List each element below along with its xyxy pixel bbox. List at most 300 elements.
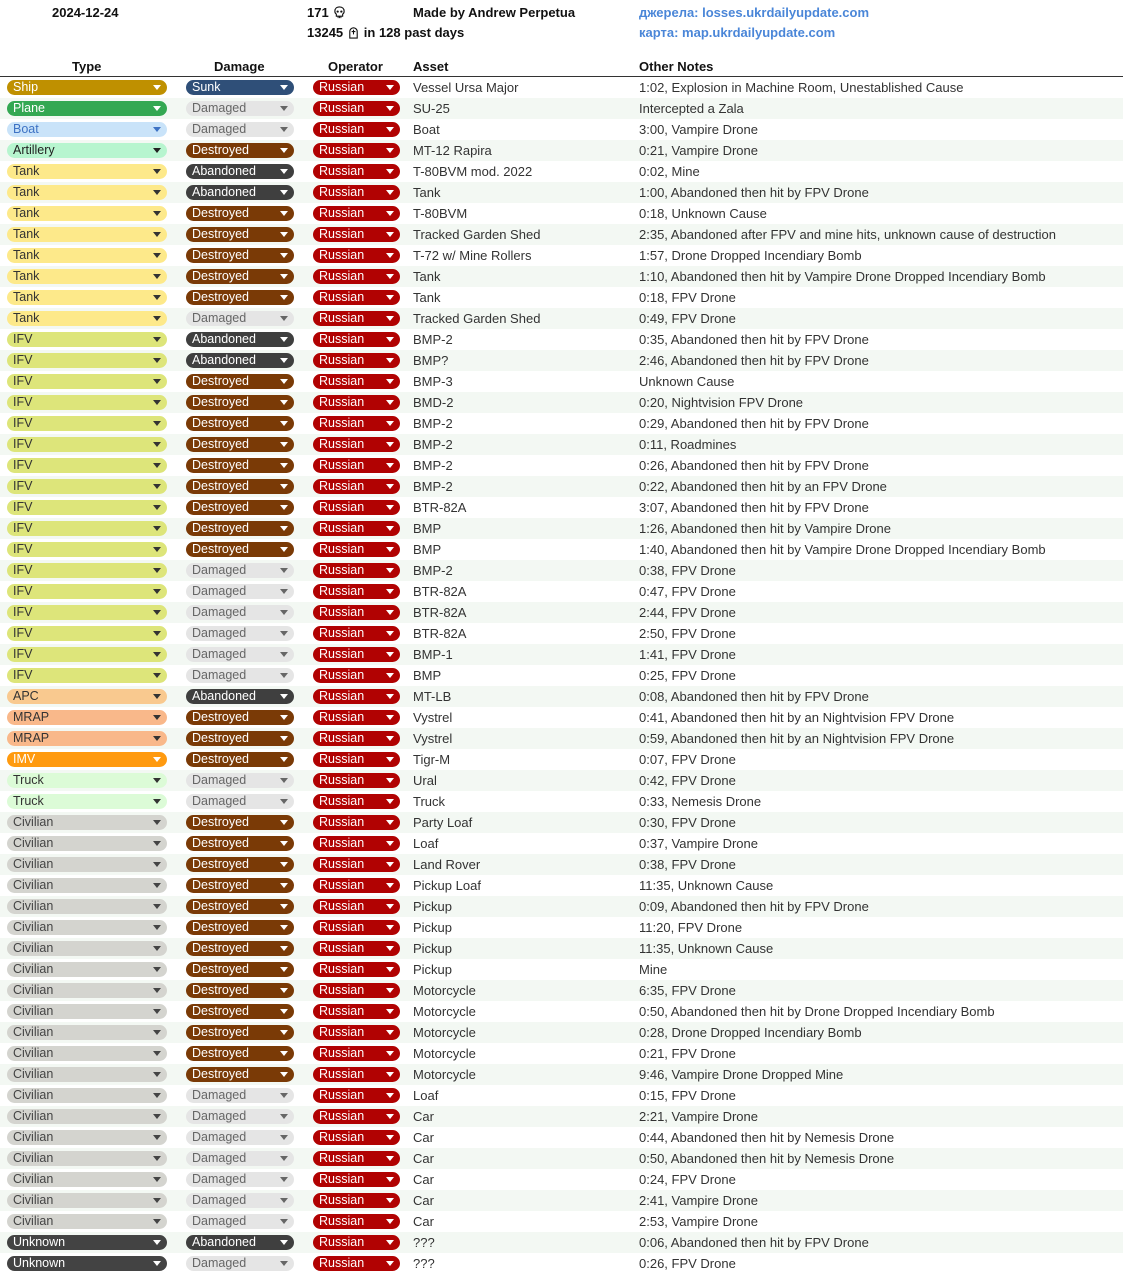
type-dropdown[interactable]	[7, 311, 167, 326]
damage-dropdown[interactable]	[186, 1025, 294, 1040]
caret-down-icon	[153, 673, 161, 678]
notes-cell: 0:07, FPV Drone	[639, 752, 736, 767]
operator-dropdown[interactable]	[313, 668, 400, 683]
notes-cell: 0:11, Roadmines	[639, 437, 737, 452]
type-dropdown-label: Boat	[13, 122, 39, 136]
operator-dropdown[interactable]	[313, 206, 400, 221]
notes-cell: 2:21, Vampire Drone	[639, 1109, 758, 1124]
caret-down-icon	[280, 652, 288, 657]
operator-dropdown[interactable]	[313, 731, 400, 746]
type-dropdown[interactable]	[7, 878, 167, 893]
caret-down-icon	[153, 1156, 161, 1161]
damage-dropdown-label: Sunk	[192, 80, 221, 94]
operator-dropdown-label: Russian	[319, 1193, 365, 1207]
damage-dropdown-label: Damaged	[192, 1214, 247, 1228]
caret-down-icon	[386, 379, 394, 384]
caret-down-icon	[153, 85, 161, 90]
type-dropdown[interactable]	[7, 122, 167, 137]
table-row	[0, 833, 1123, 854]
damage-dropdown[interactable]	[186, 80, 294, 95]
type-dropdown-label: IFV	[13, 584, 33, 598]
caret-down-icon	[280, 841, 288, 846]
col-header-operator[interactable]: Operator	[328, 59, 383, 74]
operator-dropdown[interactable]	[313, 920, 400, 935]
operator-dropdown[interactable]	[313, 122, 400, 137]
damage-dropdown[interactable]	[186, 185, 294, 200]
operator-dropdown[interactable]	[313, 227, 400, 242]
type-dropdown[interactable]	[7, 689, 167, 704]
damage-dropdown-label: Destroyed	[192, 920, 249, 934]
asset-cell: BMP-1	[413, 647, 453, 662]
table-row	[0, 644, 1123, 665]
daily-count	[307, 5, 346, 20]
type-dropdown[interactable]	[7, 395, 167, 410]
operator-dropdown[interactable]	[313, 1193, 400, 1208]
type-dropdown[interactable]	[7, 290, 167, 305]
caret-down-icon	[386, 820, 394, 825]
damage-dropdown[interactable]	[186, 1046, 294, 1061]
operator-dropdown[interactable]	[313, 479, 400, 494]
type-dropdown[interactable]	[7, 332, 167, 347]
operator-dropdown[interactable]	[313, 1235, 400, 1250]
operator-dropdown[interactable]	[313, 983, 400, 998]
type-dropdown[interactable]	[7, 1025, 167, 1040]
damage-dropdown[interactable]	[186, 731, 294, 746]
damage-dropdown[interactable]	[186, 521, 294, 536]
type-dropdown[interactable]	[7, 836, 167, 851]
operator-dropdown[interactable]	[313, 395, 400, 410]
operator-dropdown[interactable]	[313, 332, 400, 347]
damage-dropdown[interactable]	[186, 1214, 294, 1229]
operator-dropdown-label: Russian	[319, 1004, 365, 1018]
caret-down-icon	[280, 316, 288, 321]
notes-cell: 2:46, Abandoned then hit by FPV Drone	[639, 353, 869, 368]
operator-dropdown[interactable]	[313, 941, 400, 956]
operator-dropdown[interactable]	[313, 626, 400, 641]
operator-dropdown[interactable]	[313, 836, 400, 851]
type-dropdown-label: Ship	[13, 80, 39, 94]
map-link[interactable]: карта: map.ukrdailyupdate.com	[639, 25, 836, 40]
operator-dropdown[interactable]	[313, 899, 400, 914]
damage-dropdown-label: Damaged	[192, 626, 247, 640]
operator-dropdown[interactable]	[313, 878, 400, 893]
asset-cell: Pickup	[413, 941, 453, 956]
type-dropdown[interactable]	[7, 626, 167, 641]
damage-dropdown[interactable]	[186, 857, 294, 872]
damage-dropdown[interactable]	[186, 395, 294, 410]
caret-down-icon	[386, 778, 394, 783]
type-dropdown-label: Civilian	[13, 1130, 54, 1144]
type-dropdown[interactable]	[7, 731, 167, 746]
type-dropdown[interactable]	[7, 185, 167, 200]
damage-dropdown[interactable]	[186, 647, 294, 662]
caret-down-icon	[280, 253, 288, 258]
type-dropdown[interactable]	[7, 857, 167, 872]
operator-dropdown[interactable]	[313, 584, 400, 599]
damage-dropdown[interactable]	[186, 689, 294, 704]
type-dropdown-label: Civilian	[13, 983, 54, 997]
type-dropdown[interactable]	[7, 500, 167, 515]
operator-dropdown[interactable]	[313, 1025, 400, 1040]
caret-down-icon	[280, 820, 288, 825]
operator-dropdown[interactable]	[313, 248, 400, 263]
caret-down-icon	[153, 820, 161, 825]
caret-down-icon	[386, 1051, 394, 1056]
type-dropdown[interactable]	[7, 1046, 167, 1061]
caret-down-icon	[386, 904, 394, 909]
type-dropdown-label: Civilian	[13, 1025, 54, 1039]
caret-down-icon	[153, 652, 161, 657]
damage-dropdown[interactable]	[186, 626, 294, 641]
asset-cell: Vystrel	[413, 710, 453, 725]
col-header-type[interactable]: Type	[72, 59, 102, 74]
notes-cell: 0:09, Abandoned then hit by FPV Drone	[639, 899, 869, 914]
type-dropdown[interactable]	[7, 248, 167, 263]
table-row	[0, 350, 1123, 371]
type-dropdown-label: Civilian	[13, 815, 54, 829]
col-header-damage[interactable]: Damage	[214, 59, 265, 74]
asset-cell: Boat	[413, 122, 440, 137]
damage-dropdown[interactable]	[186, 290, 294, 305]
operator-dropdown[interactable]	[313, 311, 400, 326]
operator-dropdown[interactable]	[313, 458, 400, 473]
sources-link[interactable]: джерела: losses.ukrdailyupdate.com	[639, 5, 870, 20]
operator-dropdown[interactable]	[313, 143, 400, 158]
damage-dropdown[interactable]	[186, 1193, 294, 1208]
damage-dropdown[interactable]	[186, 101, 294, 116]
col-header-notes[interactable]: Other Notes	[639, 59, 714, 74]
type-dropdown[interactable]	[7, 416, 167, 431]
operator-dropdown[interactable]	[313, 1067, 400, 1082]
type-dropdown[interactable]	[7, 479, 167, 494]
type-dropdown[interactable]	[7, 1067, 167, 1082]
operator-dropdown[interactable]	[313, 500, 400, 515]
asset-cell: Tigr-M	[413, 752, 451, 767]
type-dropdown[interactable]	[7, 920, 167, 935]
type-dropdown[interactable]	[7, 899, 167, 914]
damage-dropdown[interactable]	[186, 542, 294, 557]
caret-down-icon	[153, 211, 161, 216]
caret-down-icon	[280, 379, 288, 384]
caret-down-icon	[386, 1030, 394, 1035]
damage-dropdown[interactable]	[186, 815, 294, 830]
caret-down-icon	[153, 1114, 161, 1119]
caret-down-icon	[386, 211, 394, 216]
operator-dropdown[interactable]	[313, 353, 400, 368]
type-dropdown[interactable]	[7, 668, 167, 683]
damage-dropdown[interactable]	[186, 269, 294, 284]
operator-dropdown[interactable]	[313, 1004, 400, 1019]
caret-down-icon	[386, 1198, 394, 1203]
damage-dropdown[interactable]	[186, 1256, 294, 1271]
type-dropdown[interactable]	[7, 773, 167, 788]
damage-dropdown[interactable]	[186, 941, 294, 956]
damage-dropdown-label: Damaged	[192, 647, 247, 661]
damage-dropdown[interactable]	[186, 773, 294, 788]
operator-dropdown[interactable]	[313, 857, 400, 872]
operator-dropdown[interactable]	[313, 1256, 400, 1271]
type-dropdown-label: Unknown	[13, 1235, 66, 1249]
operator-dropdown[interactable]	[313, 1151, 400, 1166]
notes-cell: 11:20, FPV Drone	[639, 920, 743, 935]
caret-down-icon	[280, 1030, 288, 1035]
operator-dropdown[interactable]	[313, 689, 400, 704]
operator-dropdown[interactable]	[313, 269, 400, 284]
type-dropdown[interactable]	[7, 206, 167, 221]
type-dropdown[interactable]	[7, 1172, 167, 1187]
asset-cell: BTR-82A	[413, 605, 467, 620]
caret-down-icon	[386, 148, 394, 153]
caret-down-icon	[280, 610, 288, 615]
type-dropdown[interactable]	[7, 437, 167, 452]
operator-dropdown[interactable]	[313, 1046, 400, 1061]
type-dropdown[interactable]	[7, 521, 167, 536]
col-header-asset[interactable]: Asset	[413, 59, 449, 74]
type-dropdown[interactable]	[7, 1214, 167, 1229]
damage-dropdown-label: Destroyed	[192, 395, 249, 409]
operator-dropdown-label: Russian	[319, 185, 365, 199]
operator-dropdown-label: Russian	[319, 437, 365, 451]
damage-dropdown[interactable]	[186, 416, 294, 431]
type-dropdown[interactable]	[7, 80, 167, 95]
table-row	[0, 392, 1123, 413]
damage-dropdown-label: Destroyed	[192, 542, 249, 556]
caret-down-icon	[280, 694, 288, 699]
damage-dropdown[interactable]	[186, 227, 294, 242]
notes-cell: 1:00, Abandoned then hit by FPV Drone	[639, 185, 869, 200]
operator-dropdown-label: Russian	[319, 332, 365, 346]
damage-dropdown[interactable]	[186, 500, 294, 515]
type-dropdown[interactable]	[7, 542, 167, 557]
damage-dropdown-label: Destroyed	[192, 143, 249, 157]
total-count-value: 13245	[307, 25, 344, 40]
operator-dropdown-label: Russian	[319, 983, 365, 997]
operator-dropdown[interactable]	[313, 416, 400, 431]
asset-cell: Motorcycle	[413, 1046, 476, 1061]
damage-dropdown[interactable]	[186, 311, 294, 326]
type-dropdown-label: Tank	[13, 164, 40, 178]
damage-dropdown-label: Destroyed	[192, 1046, 249, 1060]
damage-dropdown[interactable]	[186, 332, 294, 347]
type-dropdown[interactable]	[7, 269, 167, 284]
operator-dropdown-label: Russian	[319, 794, 365, 808]
table-row	[0, 707, 1123, 728]
caret-down-icon	[280, 1009, 288, 1014]
damage-dropdown[interactable]	[186, 668, 294, 683]
operator-dropdown-label: Russian	[319, 353, 365, 367]
operator-dropdown-label: Russian	[319, 668, 365, 682]
operator-dropdown[interactable]	[313, 542, 400, 557]
operator-dropdown[interactable]	[313, 101, 400, 116]
type-dropdown[interactable]	[7, 794, 167, 809]
damage-dropdown[interactable]	[186, 794, 294, 809]
operator-dropdown[interactable]	[313, 185, 400, 200]
damage-dropdown[interactable]	[186, 353, 294, 368]
damage-dropdown-label: Destroyed	[192, 416, 249, 430]
damage-dropdown[interactable]	[186, 1067, 294, 1082]
caret-down-icon	[153, 274, 161, 279]
notes-cell: 0:21, Vampire Drone	[639, 143, 758, 158]
damage-dropdown[interactable]	[186, 710, 294, 725]
caret-down-icon	[386, 127, 394, 132]
operator-dropdown[interactable]	[313, 815, 400, 830]
damage-dropdown[interactable]	[186, 206, 294, 221]
damage-dropdown-label: Destroyed	[192, 899, 249, 913]
notes-cell: 0:18, Unknown Cause	[639, 206, 767, 221]
damage-dropdown[interactable]	[186, 1004, 294, 1019]
type-dropdown[interactable]	[7, 710, 167, 725]
operator-dropdown-label: Russian	[319, 710, 365, 724]
operator-dropdown-label: Russian	[319, 920, 365, 934]
damage-dropdown[interactable]	[186, 605, 294, 620]
caret-down-icon	[386, 190, 394, 195]
caret-down-icon	[153, 1030, 161, 1035]
operator-dropdown[interactable]	[313, 752, 400, 767]
table-row	[0, 917, 1123, 938]
type-dropdown[interactable]	[7, 584, 167, 599]
damage-dropdown[interactable]	[186, 563, 294, 578]
operator-dropdown[interactable]	[313, 521, 400, 536]
type-dropdown-label: Civilian	[13, 941, 54, 955]
type-dropdown[interactable]	[7, 164, 167, 179]
type-dropdown[interactable]	[7, 353, 167, 368]
type-dropdown[interactable]	[7, 605, 167, 620]
operator-dropdown-label: Russian	[319, 1109, 365, 1123]
damage-dropdown[interactable]	[186, 1172, 294, 1187]
operator-dropdown[interactable]	[313, 794, 400, 809]
type-dropdown-label: Tank	[13, 227, 40, 241]
damage-dropdown[interactable]	[186, 836, 294, 851]
caret-down-icon	[280, 715, 288, 720]
caret-down-icon	[153, 463, 161, 468]
operator-dropdown[interactable]	[313, 563, 400, 578]
type-dropdown[interactable]	[7, 1235, 167, 1250]
damage-dropdown[interactable]	[186, 878, 294, 893]
damage-dropdown-label: Damaged	[192, 563, 247, 577]
type-dropdown[interactable]	[7, 752, 167, 767]
caret-down-icon	[153, 568, 161, 573]
operator-dropdown[interactable]	[313, 1214, 400, 1229]
caret-down-icon	[153, 358, 161, 363]
table-row	[0, 854, 1123, 875]
operator-dropdown[interactable]	[313, 605, 400, 620]
damage-dropdown[interactable]	[186, 374, 294, 389]
table-row	[0, 791, 1123, 812]
damage-dropdown[interactable]	[186, 1109, 294, 1124]
type-dropdown[interactable]	[7, 815, 167, 830]
caret-down-icon	[386, 1093, 394, 1098]
table-row	[0, 1022, 1123, 1043]
asset-cell: Vessel Ursa Major	[413, 80, 519, 95]
type-dropdown[interactable]	[7, 1256, 167, 1271]
damage-dropdown[interactable]	[186, 1088, 294, 1103]
caret-down-icon	[386, 274, 394, 279]
caret-down-icon	[386, 1219, 394, 1224]
notes-cell: 11:35, Unknown Cause	[639, 878, 774, 893]
type-dropdown[interactable]	[7, 647, 167, 662]
type-dropdown-label: Tank	[13, 185, 40, 199]
damage-dropdown[interactable]	[186, 437, 294, 452]
operator-dropdown[interactable]	[313, 164, 400, 179]
damage-dropdown[interactable]	[186, 479, 294, 494]
damage-dropdown[interactable]	[186, 584, 294, 599]
notes-cell: Intercepted a Zala	[639, 101, 744, 116]
type-dropdown[interactable]	[7, 1004, 167, 1019]
damage-dropdown-label: Damaged	[192, 1151, 247, 1165]
operator-dropdown[interactable]	[313, 1130, 400, 1145]
damage-dropdown[interactable]	[186, 143, 294, 158]
type-dropdown[interactable]	[7, 563, 167, 578]
damage-dropdown[interactable]	[186, 122, 294, 137]
type-dropdown[interactable]	[7, 374, 167, 389]
asset-cell: Tank	[413, 185, 441, 200]
operator-dropdown[interactable]	[313, 773, 400, 788]
type-dropdown[interactable]	[7, 458, 167, 473]
notes-cell: 0:08, Abandoned then hit by FPV Drone	[639, 689, 869, 704]
asset-cell: BMP	[413, 542, 442, 557]
caret-down-icon	[153, 736, 161, 741]
type-dropdown[interactable]	[7, 962, 167, 977]
notes-cell: 0:44, Abandoned then hit by Nemesis Drone	[639, 1130, 895, 1145]
type-dropdown[interactable]	[7, 1088, 167, 1103]
asset-cell: Loaf	[413, 1088, 439, 1103]
notes-cell: 0:18, FPV Drone	[639, 290, 736, 305]
damage-dropdown[interactable]	[186, 920, 294, 935]
caret-down-icon	[280, 1093, 288, 1098]
damage-dropdown-label: Destroyed	[192, 962, 249, 976]
type-dropdown[interactable]	[7, 1193, 167, 1208]
operator-dropdown[interactable]	[313, 1109, 400, 1124]
skull-icon	[333, 6, 346, 19]
type-dropdown[interactable]	[7, 101, 167, 116]
type-dropdown[interactable]	[7, 1109, 167, 1124]
damage-dropdown[interactable]	[186, 1151, 294, 1166]
asset-cell: MT-12 Rapira	[413, 143, 492, 158]
damage-dropdown-label: Destroyed	[192, 521, 249, 535]
damage-dropdown[interactable]	[186, 458, 294, 473]
operator-dropdown[interactable]	[313, 374, 400, 389]
type-dropdown-label: IFV	[13, 605, 33, 619]
table-row	[0, 329, 1123, 350]
damage-dropdown[interactable]	[186, 899, 294, 914]
operator-dropdown[interactable]	[313, 1088, 400, 1103]
damage-dropdown[interactable]	[186, 962, 294, 977]
operator-dropdown[interactable]	[313, 437, 400, 452]
type-dropdown[interactable]	[7, 1151, 167, 1166]
type-dropdown[interactable]	[7, 143, 167, 158]
type-dropdown[interactable]	[7, 227, 167, 242]
caret-down-icon	[386, 946, 394, 951]
caret-down-icon	[280, 1240, 288, 1245]
operator-dropdown[interactable]	[313, 290, 400, 305]
operator-dropdown[interactable]	[313, 80, 400, 95]
damage-dropdown[interactable]	[186, 983, 294, 998]
type-dropdown[interactable]	[7, 983, 167, 998]
operator-dropdown[interactable]	[313, 710, 400, 725]
type-dropdown[interactable]	[7, 1130, 167, 1145]
caret-down-icon	[280, 169, 288, 174]
operator-dropdown[interactable]	[313, 647, 400, 662]
type-dropdown[interactable]	[7, 941, 167, 956]
damage-dropdown[interactable]	[186, 1235, 294, 1250]
operator-dropdown[interactable]	[313, 962, 400, 977]
damage-dropdown[interactable]	[186, 752, 294, 767]
damage-dropdown[interactable]	[186, 1130, 294, 1145]
damage-dropdown[interactable]	[186, 164, 294, 179]
damage-dropdown[interactable]	[186, 248, 294, 263]
operator-dropdown[interactable]	[313, 1172, 400, 1187]
asset-cell: Pickup	[413, 920, 453, 935]
